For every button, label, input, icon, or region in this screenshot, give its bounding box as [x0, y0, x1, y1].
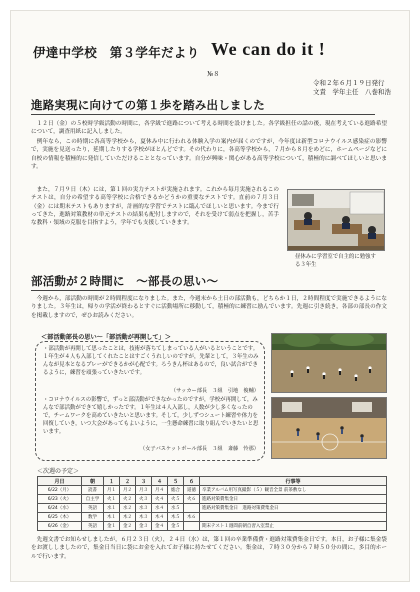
table-cell: 木１: [104, 513, 120, 522]
table-cell: 自主学: [82, 495, 104, 504]
table-cell: 木５: [168, 513, 184, 522]
club-paragraph: 今週から，部活動の時間が２時間程度になりました。また，今週末から土日の部活動も，どちらか１日，２時間程度で実施できるようになりました。３年生は，帰りの学活が終わるとすぐに活動場所に移動して，積極的に練習に励んでいます。先週に引き続き，各部の部長の作文を掲載しますので，ぜひお読みください。: [31, 296, 387, 319]
career-paragraph-1: １２日（金）の５校時学級活動の時間に，各学級で進路について考える時間を設けました。各学級担任の話の後，現在考えている進路希望について，調査用紙に記入しました。: [31, 121, 387, 136]
table-cell: 金３: [136, 522, 152, 531]
study-room-image: [288, 190, 385, 251]
table-cell: 木４: [152, 513, 168, 522]
gymnasium-image: [272, 398, 387, 459]
table-cell: 金２: [120, 522, 136, 531]
table-cell: 金１: [104, 522, 120, 531]
table-cell: 英語: [82, 504, 104, 513]
header-cell: ６: [184, 477, 200, 486]
table-cell: 月２: [120, 486, 136, 495]
header-cell: ３: [136, 477, 152, 486]
date-block: [313, 79, 391, 97]
table-cell: 読書: [82, 486, 104, 495]
issue-date: 令和２年６月１９日発行: [313, 79, 385, 87]
table-cell: 英語: [82, 522, 104, 531]
event-cell: 進路対策費集金日 進路対策費集金日: [200, 504, 387, 513]
table-cell: 水２: [120, 504, 136, 513]
table-cell: 火１: [104, 495, 120, 504]
table-cell: 月３: [136, 486, 152, 495]
table-row: [38, 522, 387, 531]
basketball-practice-photo: [271, 397, 387, 459]
table-cell: 火４: [152, 495, 168, 504]
event-cell: [200, 513, 387, 522]
table-row: [38, 513, 387, 522]
masthead: [33, 39, 393, 63]
basketball-captain-essay: ・コロナウイルスの影響で，ずっと部活動ができなかったのですが，学校が再開して，みんなで部活動ができて嬉しかったです。１年生は４人入部し，人数が少し多くなったので，チームワークを高めていきたいと思います。そして，少しずつシュート練習や体力を回復していき，いつ大会があってもよいように，一生懸命練習に取り組んでいきたいと思います。: [43, 397, 259, 435]
table-cell: 木６: [184, 513, 200, 522]
table-cell: 数学: [82, 513, 104, 522]
table-cell: 月１: [104, 486, 120, 495]
section-title-club: 部活動が２時間に ～部長の思い～: [31, 274, 219, 288]
event-cell: 進路対策費集金日: [200, 495, 387, 504]
weekly-schedule-table: [37, 476, 387, 531]
photo-caption: 昼休みに学習室で自主的に勉強する３年生: [295, 254, 376, 268]
collection-notice: 先週文書でお知らせしましたが，６月２３日（火），２４日（水）は，第１回の卒業準備費・進路対策費集金日です。本日，お子様に集金袋をお渡ししましたので，集金日当日に袋にお金を入れてお子様に持たせてください。集金は，７時３０分から７時５０分の間に，多目的ホールで行います。: [31, 537, 387, 560]
section-title-career: 進路実現に向けての第１歩を踏み出しました: [31, 98, 265, 112]
header-cell: 行事等: [200, 477, 387, 486]
basketball-captain-signature: （女子バスケットボール部長 ３組 斎藤 怜那）: [140, 446, 259, 452]
table-cell: 火６: [184, 495, 200, 504]
section-underline: [31, 290, 375, 291]
career-paragraph-2: 例年なら，この時期に各高等学校から，夏休み中に行われる体験入学の案内が届くのですが，今年度は新型コロナウイルス感染症の影響で，実施を見送ったり，延期したりする学校がほとんどです。その代わりに，各高等学校から，７月から８月をめどに，ホームページなどに自校の情報を積極的に発信していただけることとなっています。自分が興味・関心がある高等学校について，積極的に調べてほしいと思います。: [31, 139, 387, 170]
table-row: [38, 504, 387, 513]
header-cell: ４: [152, 477, 168, 486]
table-cell: 道徳: [184, 486, 200, 495]
table-cell: 火２: [120, 495, 136, 504]
table-cell: [184, 522, 200, 531]
table-cell: 総合: [168, 486, 184, 495]
soccer-field-image: [272, 334, 387, 393]
event-cell: 卒業アルバム用写真撮影（５）観音全景 前茶敷なし: [200, 486, 387, 495]
publisher: 文責 学年主任 八巻和浩: [313, 88, 391, 96]
table-cell: 6/25（木）: [38, 513, 82, 522]
issue-number: №８: [207, 70, 220, 78]
table-cell: 木２: [120, 513, 136, 522]
study-room-photo: [287, 189, 385, 251]
table-cell: 水５: [168, 504, 184, 513]
table-row: [38, 486, 387, 495]
table-row: [38, 495, 387, 504]
table-cell: 水１: [104, 504, 120, 513]
soccer-captain-signature: （サッカー部長 ３組 引地 俊輔）: [170, 388, 259, 394]
header-cell: １: [104, 477, 120, 486]
table-cell: 6/23（火）: [38, 495, 82, 504]
table-cell: 水３: [136, 504, 152, 513]
table-cell: [184, 504, 200, 513]
newsletter-page: [10, 10, 410, 582]
soccer-captain-essay: ・部活動が再開して思ったことは，技術が落ちてしまっている人がいるということです。１年生が４人も入部してくれたことはすごくうれしいのですが，先輩として，３年生のみんなが見本となるプレーができるかが心配です。ろうきん杯はあるので，良い試合ができるように，練習を頑張っていきたいです。: [43, 346, 259, 376]
schedule-title: ＜次週の予定＞: [37, 468, 80, 475]
newsletter-title: 伊達中学校 第３学年だより: [33, 45, 200, 60]
event-cell: 期末テスト１週間前朝自習入室禁止: [200, 522, 387, 531]
club-box-title: ＜部活動部長の思い～「部活動が再開して」＞: [41, 334, 171, 341]
career-paragraph-3: また，７月９日（木）には，第１回の実力テストが実施されます。これから毎月実施されるこのテストは，自分の希望する高等学校に合格できるかどうかの重要なテストです。直前の７月３日（金）には期末テストもありますが，計画的な学習でテストに臨んでほしいと思います。今まで行ってきた，進路対策教材の単元テストの結果も配付しますので，それを受けて弱点を把握し，苦手な教科・領域の克服を目指すよう，学年でも支援していきます。: [31, 187, 279, 227]
header-cell: ５: [168, 477, 184, 486]
schedule-header-row: [38, 477, 387, 486]
table-cell: 火５: [168, 495, 184, 504]
header-cell: ２: [120, 477, 136, 486]
header-cell: 朝: [82, 477, 104, 486]
table-cell: 月４: [152, 486, 168, 495]
table-cell: 6/24（水）: [38, 504, 82, 513]
motto: We can do it !: [211, 39, 326, 59]
table-cell: 金５: [168, 522, 184, 531]
table-cell: 金４: [152, 522, 168, 531]
table-cell: 火３: [136, 495, 152, 504]
header-cell: 月日: [38, 477, 82, 486]
table-cell: 6/26（金）: [38, 522, 82, 531]
section-underline: [31, 114, 375, 115]
soccer-practice-photo: [271, 333, 387, 393]
table-cell: 6/22（月）: [38, 486, 82, 495]
table-cell: 水４: [152, 504, 168, 513]
table-cell: 木３: [136, 513, 152, 522]
